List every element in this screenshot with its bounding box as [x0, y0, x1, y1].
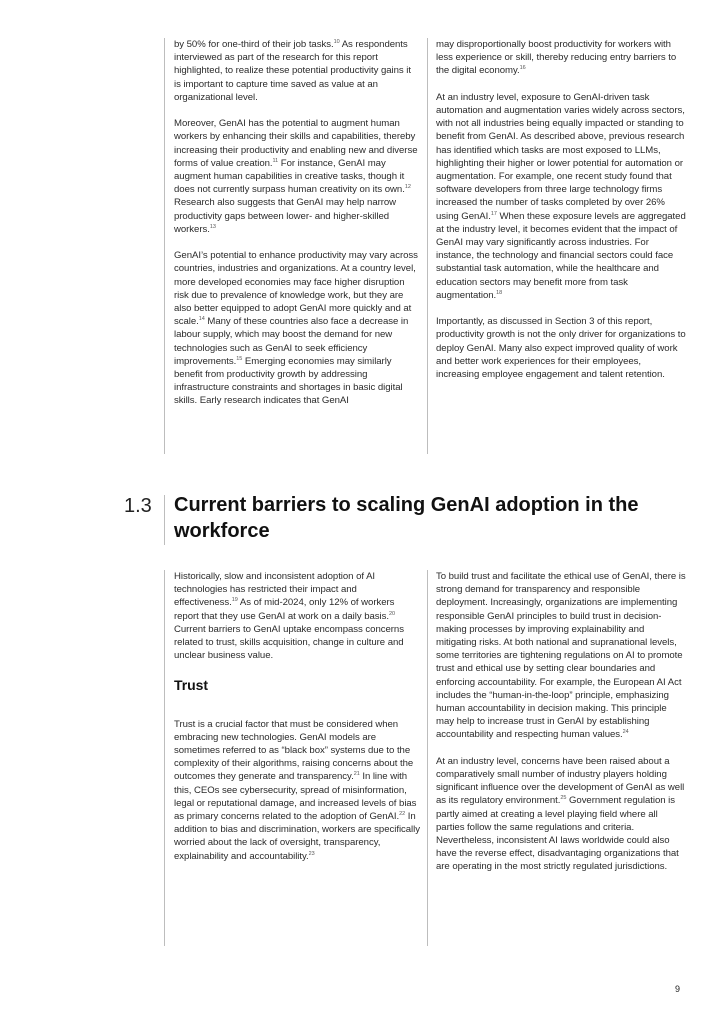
section-title: Current barriers to scaling GenAI adoption in the workforce: [174, 494, 639, 542]
paragraph: At an industry level, concerns have been raised about a comparatively small number of industry players holding significant influence over the development of GenAI as well as its regulatory environment.$^{25}$ Government regulation is partly aimed at creating a level playing field where all parties follow the same regulations and criteria. Nevertheless, inconsistent AI laws worldwide could also have the reverse effect, disadvantaging organizations that are operating in the most strictly regulated jurisdictions.: [436, 755, 685, 873]
top-right-column: [436, 38, 686, 381]
subheading-trust: Trust: [174, 676, 208, 693]
section-number: 1.3: [124, 495, 152, 517]
bottom-left-column: [174, 570, 420, 863]
paragraph: To build trust and facilitate the ethical use of GenAI, there is strong demand for transparency and responsible deployment. Increasingly, organizations are implementing responsible GenAI principles to build trust in decision-making processes by improving explainability and mitigating risks. At both national and supranational levels, some territories are tightening regulations on AI to promote trust and ethical use by setting clear boundaries and enforcing accountability. For example, the European AI Act includes the “human-in-the-loop” principle, emphasizing human accountability in decision making. This principle may help to increase trust in GenAI by establishing accountability and respecting human values.$^{24}$: [436, 571, 686, 741]
bottom-right-column: [436, 570, 686, 874]
paragraph: Trust is a crucial factor that must be considered when embracing new technologies. GenAI models are sometimes referred to as “black box” systems due to the complexity of their algorithms, raising concerns about the outcomes they generate and transparency.$^{21}$ In line with this, CEOs see cybersecurity, spread of misinformation, legal or reputational damage, and increased levels of bias as primary concerns related to the adoption of GenAI.$^{22}$ In addition to bias and discrimination, workers are specifically worried about the lack of oversight, transparency, explainability and accountability.$^{23}$: [174, 718, 420, 862]
paragraph: by 50% for one-third of their job tasks.$^{10}$ As respondents interviewed as part of the research for this report highlighted, to realize these potential productivity gains it is important to capture time saved as value at an organizational level.: [174, 38, 411, 103]
column-rule-top-middle: [427, 38, 428, 454]
column-rule-top-left: [164, 38, 165, 454]
paragraph: Importantly, as discussed in Section 3 of this report, productivity growth is not the only driver for organizations to deploy GenAI. Many also expect improved quality of work and better work experiences for their employees, increasing employee engagement and talent retention.: [436, 316, 686, 381]
paragraph: At an industry level, exposure to GenAI-driven task automation and augmentation varies widely across sectors, with not all industries being equally impacted or standing to benefit from GenAI. As described above, previous research has identified which tasks are most exposed to LLMs, highlighting their higher or lower potential for automation or augmentation. For example, one recent study found that software developers from three large technology firms increased the number of tasks completed by over 26% using GenAI.$^{17}$ When these exposure levels are aggregated at the industry level, it becomes evident that the impact of GenAI may vary significantly across industries. For instance, the technology and financial sectors could face substantial task automation, while the healthcare and education sectors may benefit more from task augmentation.$^{18}$: [436, 91, 686, 301]
column-rule-bottom-left: [164, 570, 165, 946]
paragraph: Moreover, GenAI has the potential to augment human workers by enhancing their skills and capabilities, thereby increasing their productivity and enabling new and diverse forms of value creation.$^{11}$ For instance, GenAI may augment human capabilities in creative tasks, though it does not currently surpass human creativity on its own.$^{12}$ Research also suggests that GenAI may help narrow productivity gaps between lower- and higher-skilled workers.$^{13}$: [174, 118, 418, 235]
paragraph: GenAI’s potential to enhance productivity may vary across countries, industries and organizations. At a country level, more developed economies may face higher disruption risk due to prevalence of knowledge work, but they are also better equipped to adopt GenAI more quickly and at scale.$^{14}$ Many of these countries also face a decrease in labour supply, which may boost the demand for new technologies such as GenAI to seek efficiency improvements.$^{15}$ Emerging economies may similarly benefit from productivity growth by addressing infrastructure constraints and shortages in basic digital skills. Early research indicates that GenAI: [174, 250, 418, 407]
paragraph: Historically, slow and inconsistent adoption of AI technologies has restricted their impact and effectiveness.$^{19}$ As of mid-2024, only 12% of workers report that they use GenAI at work on a daily basis.$^{20}$ Current barriers to GenAI uptake encompass concerns related to trust, skills acquisition, change in culture and unclear business value.: [174, 571, 404, 662]
paragraph: may disproportionally boost productivity for workers with less experience or skill, thereby reducing entry barriers to the digital economy.$^{16}$: [436, 39, 677, 77]
section-heading-rule: [164, 495, 165, 545]
page-number: 9: [674, 984, 680, 994]
column-rule-bottom-middle: [427, 570, 428, 946]
top-left-column: [174, 38, 420, 408]
